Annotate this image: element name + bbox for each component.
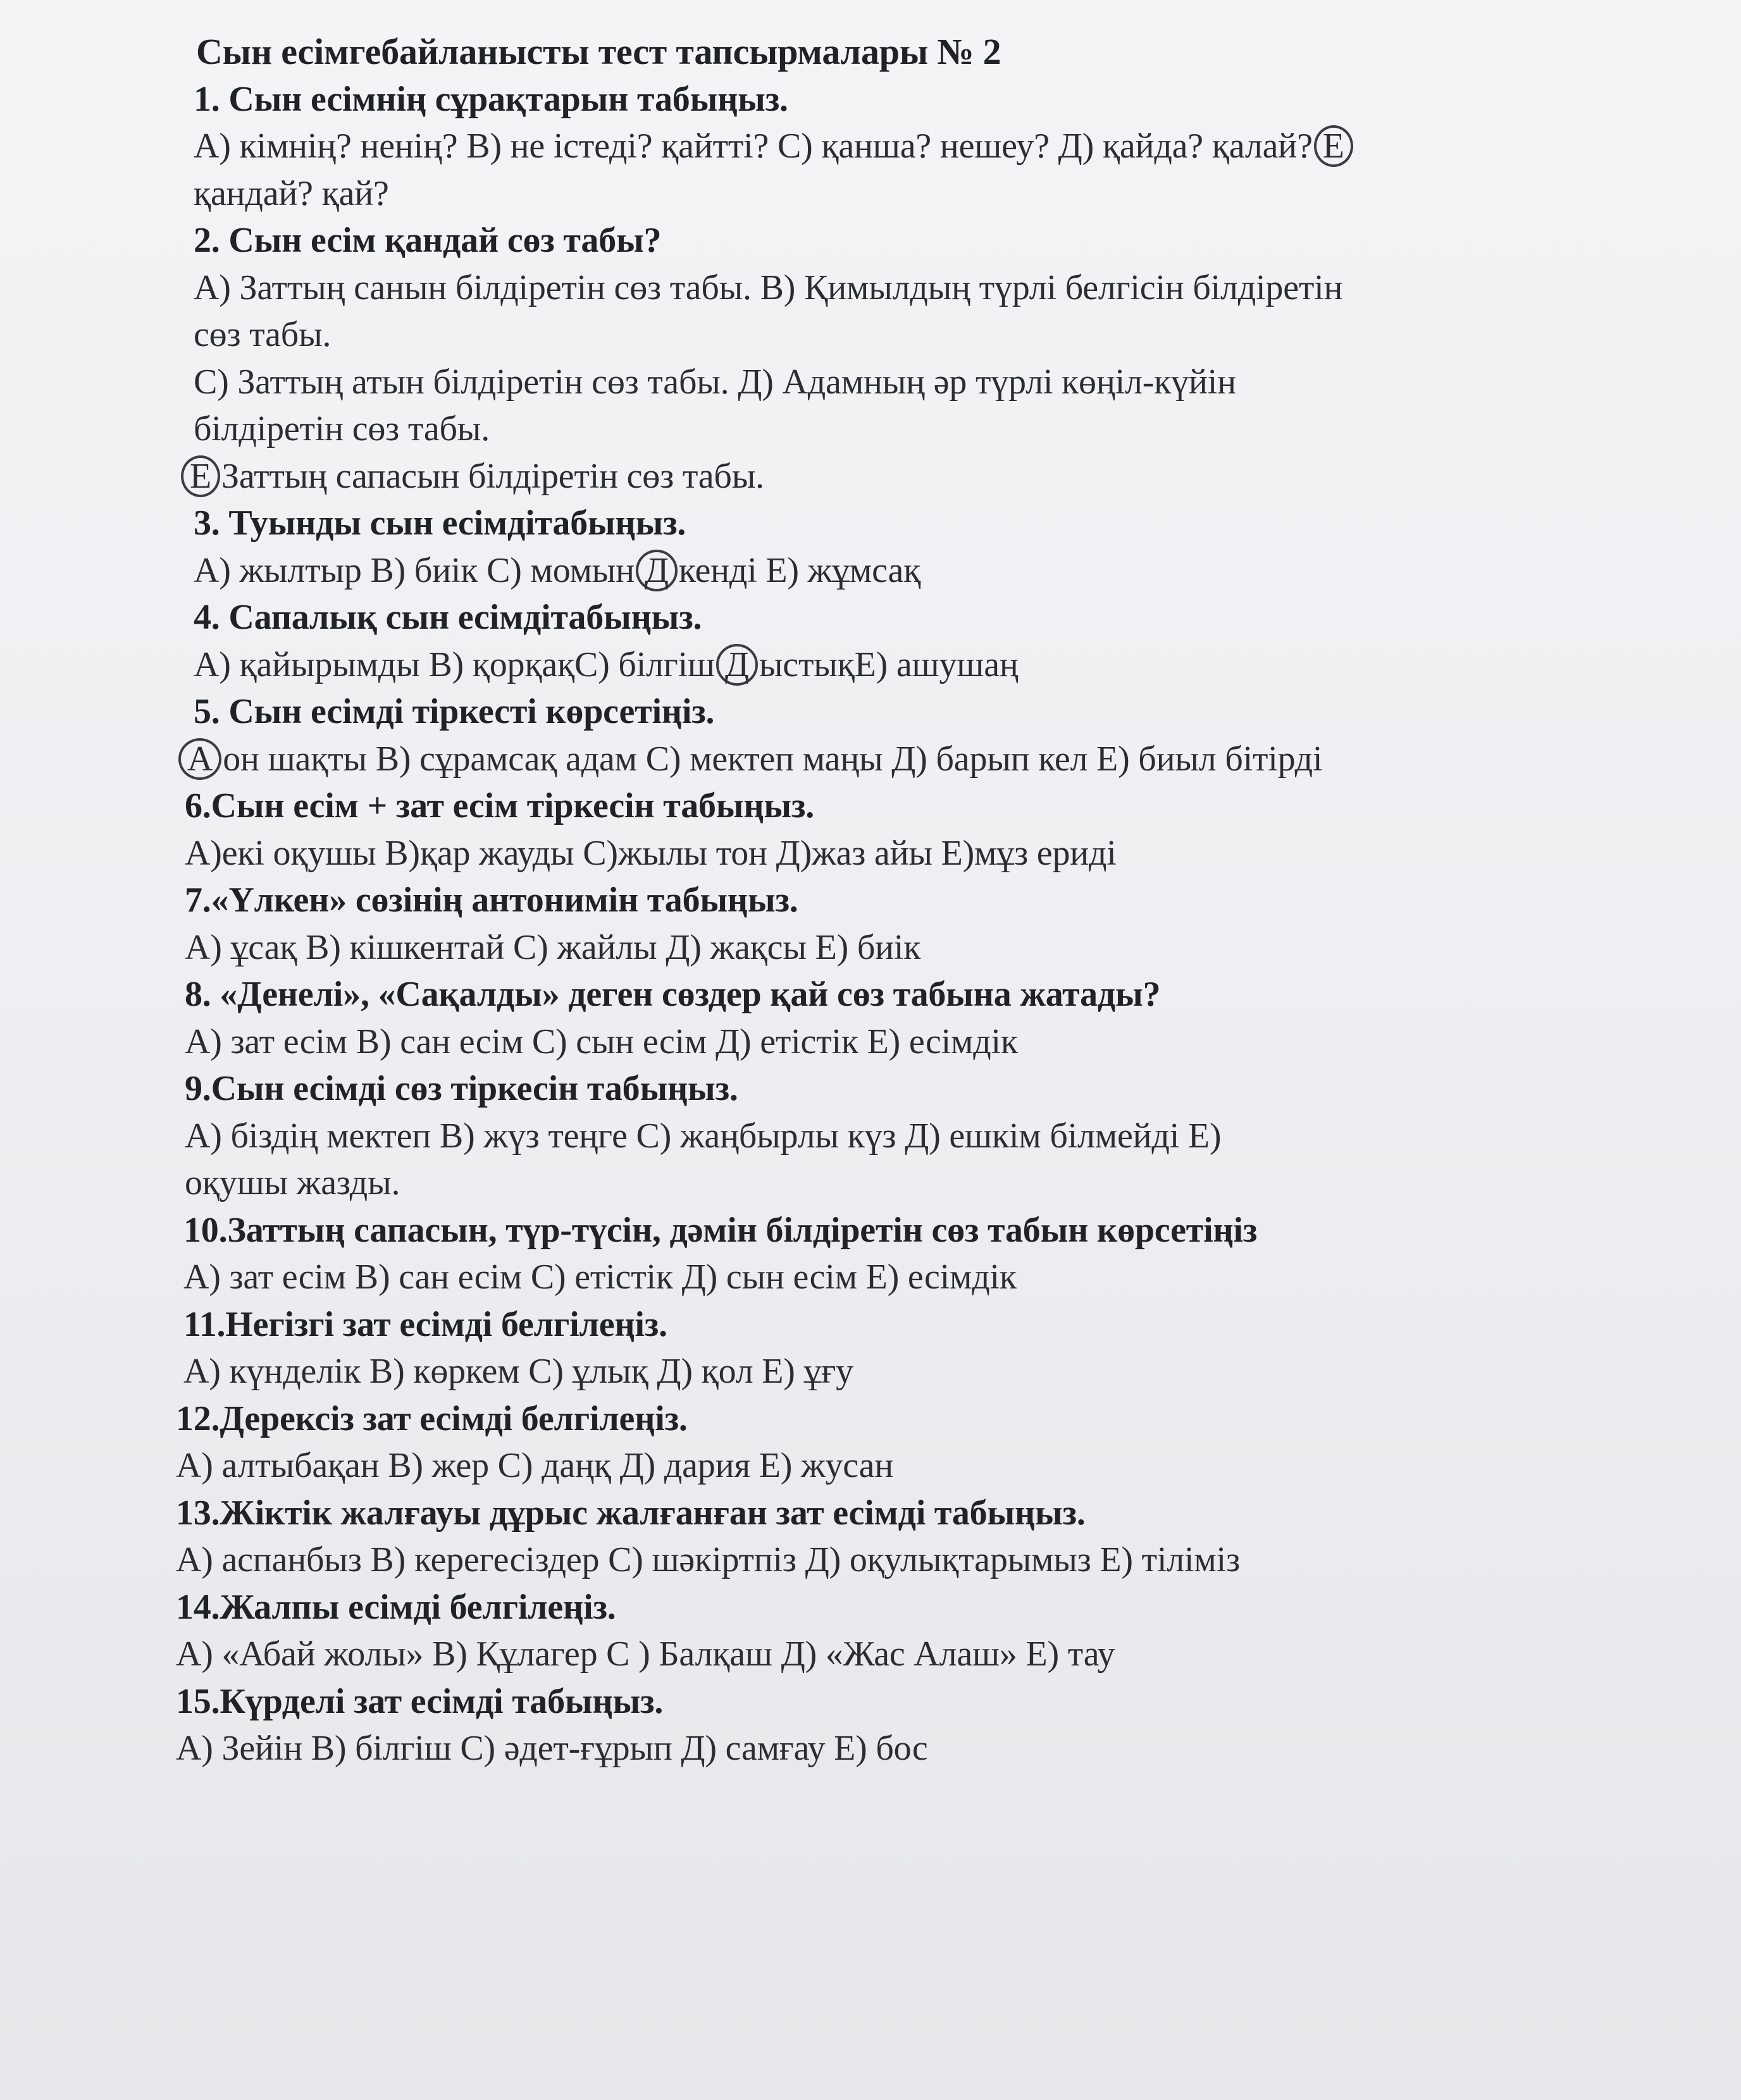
question-2: 2. Сын есім қандай сөз табы? xyxy=(194,221,662,260)
question-13: 13.Жіктік жалғауы дұрыс жалғанған зат есімді табыңыз. xyxy=(176,1493,1086,1533)
question-9-options-1: А) біздің мектеп В) жүз теңге С) жаңбырлы күз Д) ешкім білмейді Е) xyxy=(185,1116,1222,1156)
question-10-options: А) зат есім В) сан есім С) етістік Д) сын есім Е) есімдік xyxy=(183,1257,1017,1297)
question-14: 14.Жалпы есімді белгілеңіз. xyxy=(176,1587,616,1627)
question-4-options-pre: А) қайырымды В) қорқақС) білгіш xyxy=(194,645,715,684)
question-1-options xyxy=(171,123,1626,170)
question-13-options: А) аспанбыз В) керегесіздер С) шәкіртпіз Д) оқулықтарымыз Е) тіліміз xyxy=(176,1540,1240,1579)
question-3-options xyxy=(171,547,1626,595)
question-15-options: А) Зейін В) білгіш С) әдет-ғұрып Д) самғау Е) бос xyxy=(176,1729,928,1768)
question-5-answer-circle: А xyxy=(178,738,221,780)
question-2-options-1: А) Заттың санын білдіретін сөз табы. В) Қимылдың түрлі белгісін білдіретін xyxy=(194,268,1343,307)
question-9: 9.Сын есімді сөз тіркесін табыңыз. xyxy=(185,1069,738,1108)
question-1-answer-circle: Е xyxy=(1314,125,1353,167)
question-2-options-5 xyxy=(171,453,1626,500)
question-4: 4. Сапалық сын есімдітабыңыз. xyxy=(194,598,702,637)
question-11-options: А) күнделік В) көркем С) ұлық Д) қол Е) ұғу xyxy=(183,1352,853,1391)
question-9-options-2: оқушы жазды. xyxy=(185,1163,400,1202)
question-1: 1. Сын есімнің сұрақтарын табыңыз. xyxy=(194,79,788,119)
question-11: 11.Негізгі зат есімді белгілеңіз. xyxy=(183,1304,667,1344)
question-6: 6.Сын есім + зат есім тіркесін табыңыз. xyxy=(185,786,815,825)
question-8-options: А) зат есім В) сан есім С) сын есім Д) етістік Е) есімдік xyxy=(185,1022,1018,1061)
question-3-options-pre: А) жылтыр В) биік С) момын xyxy=(194,550,635,590)
question-3: 3. Туынды сын есімдітабыңыз. xyxy=(194,503,686,543)
question-1-options-text: А) кімнің? ненің? В) не істеді? қайтті? С) қанша? нешеу? Д) қайда? қалай? xyxy=(194,127,1313,166)
question-12-options: А) алтыбақан В) жер С) даңқ Д) дария Е) жусан xyxy=(176,1446,894,1485)
question-14-options: А) «Абай жолы» В) Құлагер С ) Балқаш Д) «Жас Алаш» Е) тау xyxy=(176,1634,1115,1674)
question-8: 8. «Денелі», «Сақалды» деген сөздер қай сөз табына жатады? xyxy=(185,975,1161,1014)
question-4-answer-circle: Д xyxy=(716,644,758,686)
question-4-options xyxy=(171,641,1626,689)
question-2-options-3: С) Заттың атын білдіретін сөз табы. Д) Адамның әр түрлі көңіл-күйін xyxy=(194,362,1236,402)
question-12: 12.Дерексіз зат есімді белгілеңіз. xyxy=(176,1399,688,1438)
question-3-answer-circle: Д xyxy=(636,550,678,591)
page-title: Сын есімгебайланысты тест тапсырмалары № 2 xyxy=(196,31,1001,72)
worksheet-content xyxy=(171,28,1626,1772)
question-1-options-cont: қандай? қай? xyxy=(194,173,389,213)
question-4-options-post: ыстықЕ) ашушаң xyxy=(759,645,1019,684)
question-7-options: А) ұсақ В) кішкентай С) жайлы Д) жақсы Е) биік xyxy=(185,927,921,967)
question-2-options-4: білдіретін сөз табы. xyxy=(194,409,490,448)
question-5-options-post: он шақты В) сұрамсақ адам С) мектеп маңы Д) барып кел Е) биыл бітірді xyxy=(223,739,1323,779)
question-5-options xyxy=(171,736,1626,783)
question-10: 10.Заттың сапасын, түр-түсін, дәмін білдіретін сөз табын көрсетіңіз xyxy=(183,1210,1258,1250)
question-2-answer-text: Заттың сапасын білдіретін сөз табы. xyxy=(221,456,764,496)
question-2-options-2: сөз табы. xyxy=(194,315,331,354)
question-7: 7.«Үлкен» сөзінің антонимін табыңыз. xyxy=(185,880,798,920)
question-3-options-post: кенді Е) жұмсақ xyxy=(678,550,921,590)
question-6-options: А)екі оқушы В)қар жауды С)жылы тон Д)жаз айы Е)мұз ериді xyxy=(185,833,1117,873)
question-5: 5. Сын есімді тіркесті көрсетіңіз. xyxy=(194,692,715,731)
question-2-answer-circle: Е xyxy=(181,455,220,497)
question-15: 15.Күрделі зат есімді табыңыз. xyxy=(176,1681,664,1721)
